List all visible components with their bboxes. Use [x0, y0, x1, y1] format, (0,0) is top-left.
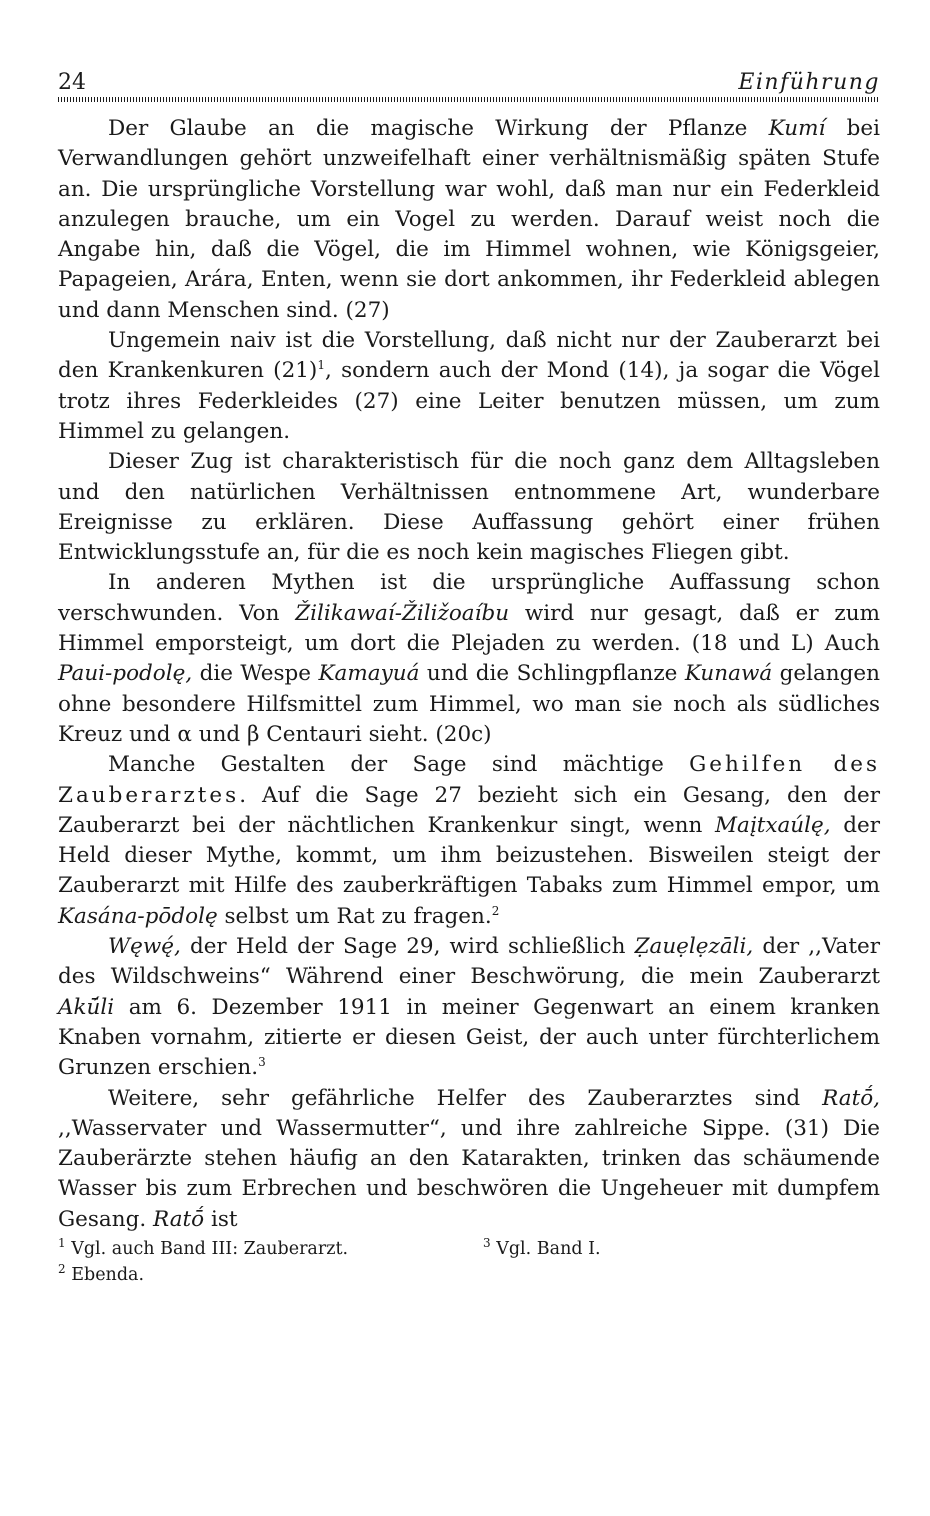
italic-term: Paui-podolę, — [58, 661, 193, 687]
footnote-2-mark: 2 — [58, 1262, 66, 1277]
text-run: der Held der Sage 29, wird schließlich — [180, 934, 635, 960]
footnote-3-text: Vgl. Band I. — [496, 1239, 601, 1259]
text-run: der ,,Vater des Wildschweins“ Während einer Beschwörung, die mein Zauberarzt — [58, 934, 880, 990]
paragraph — [58, 114, 880, 326]
italic-term: Akū́li — [58, 994, 115, 1020]
text-run: Weitere, sehr gefährliche Helfer des Zauberarztes sind — [108, 1085, 823, 1111]
footnote-1-mark: 1 — [58, 1236, 66, 1251]
italic-term: Ratṓ — [153, 1206, 205, 1232]
text-run: ,,Wasservater und Wassermutter“, und ihre zahlreiche Sippe. (31) Die Zauberärzte stehen häufig an den Katarakten, trinken das schäumende Wasser bis zum Erbrechen und beschwören die Ungeheuer mit dumpfem Gesang. — [58, 1115, 880, 1232]
footnote-2-text: Ebenda. — [71, 1265, 145, 1285]
paragraph — [58, 932, 880, 1083]
text-run: bei Verwandlungen gehört unzweifelhaft einer verhältnismäßig späten Stufe an. Die ursprüngliche Vorstellung war wohl, daß man nur ein Federkleid anzulegen brauche, um ein Vogel zu werden. Darauf weist noch die Angabe hin, daß die Vögel, die im Himmel wohnen, wie Königsgeier, Papageien, Arára, Enten, wenn sie dort ankommen, ihr Federkleid ablegen und dann Menschen sind. (27) — [58, 116, 880, 323]
spaced-emphasis: Gehilfen des Zauberarztes — [58, 752, 880, 808]
text-run: . Auf die Sage 27 bezieht sich ein Gesang, den der Zauberarzt bei der nächtlichen Krankenkur singt, wenn — [58, 782, 880, 838]
text-run: und die Schlingpflanze — [419, 661, 685, 687]
paragraph — [58, 326, 880, 447]
text-run: In anderen Mythen ist die ursprüngliche Auffassung schon verschwunden. Von — [58, 570, 880, 626]
text-run: Manche Gestalten der Sage sind mächtige — [108, 752, 690, 778]
italic-term: Kamayuá — [318, 661, 420, 687]
italic-term: Žilikawaí-Žiližoaíbu — [295, 600, 510, 626]
italic-term: Węwę́, — [108, 934, 181, 960]
header-rule — [58, 97, 880, 102]
text-run: ist — [204, 1206, 238, 1232]
footnote-3-mark: 3 — [483, 1236, 491, 1251]
footnote-ref: 1 — [317, 358, 325, 373]
text-run: Der Glaube an die magische Wirkung der Pflanze — [108, 116, 769, 141]
page-header — [58, 70, 880, 100]
italic-term: Ẓauẹlẹzāli, — [634, 934, 754, 960]
text-run: der Held dieser Mythe, kommt, um ihm beizustehen. Bisweilen steigt der Zauberarzt mit Hilfe des zauberkräftigen Tabaks zum Himmel empor, um — [58, 812, 880, 899]
running-title: Einführung — [738, 70, 880, 95]
text-run: am 6. Dezember 1911 in meiner Gegenwart an einem kranken Knaben vornahm, zitierte er diesen Geist, der auch unter fürchterlichem Grunzen erschien. — [58, 994, 880, 1081]
footnote-row — [58, 1262, 880, 1288]
text-run: Dieser Zug ist charakteristisch für die noch ganz dem Alltagsleben und den natürlichen Verhältnissen entnommene Art, wunderbare Ereignisse zu erklären. Diese Auffassung gehört einer frühen Entwicklungsstufe an, für die es noch kein magisches Fliegen gibt. — [58, 449, 880, 566]
paragraph — [58, 1084, 880, 1235]
footnote-ref: 3 — [258, 1055, 266, 1070]
paragraph — [58, 447, 880, 568]
footnote-1 — [58, 1236, 349, 1259]
paragraph — [58, 750, 880, 932]
italic-term: Maįtxaúlę, — [715, 812, 831, 838]
footnote-1-text: Vgl. auch Band III: Zauberarzt. — [71, 1239, 349, 1259]
paragraph — [58, 568, 880, 750]
italic-term: Kunawá — [684, 661, 773, 687]
text-run: gelangen ohne besondere Hilfsmittel zum Himmel, wo man sie noch als südliches Kreuz und α und β Centauri sieht. (20c) — [58, 661, 880, 747]
footnote-ref: 2 — [491, 903, 500, 918]
footnotes — [58, 1236, 880, 1288]
footnote-3 — [483, 1236, 601, 1262]
body-text — [58, 114, 880, 1235]
text-run: , sondern auch der Mond (14), ja sogar die Vögel trotz ihres Federkleides (27) eine Leiter benutzen müssen, um zum Himmel zu gelangen. — [58, 358, 880, 444]
text-run: Ungemein naiv ist die Vorstellung, daß nicht nur der Zauberarzt bei den Krankenkuren (21) — [58, 328, 880, 384]
text-run: selbst um Rat zu fragen. — [217, 903, 492, 929]
footnote-row — [58, 1236, 880, 1262]
italic-term: Ratṓ, — [822, 1085, 880, 1111]
text-run: die Wespe — [192, 661, 319, 687]
page-number: 24 — [58, 70, 86, 95]
text-run: wird nur gesagt, daß er zum Himmel emporsteigt, um dort die Plejaden zu werden. (18 und L) Auch — [58, 600, 880, 657]
footnote-2 — [58, 1262, 145, 1285]
italic-term: Kumí — [768, 116, 826, 141]
italic-term: Kasána-pōdolę — [58, 903, 218, 929]
